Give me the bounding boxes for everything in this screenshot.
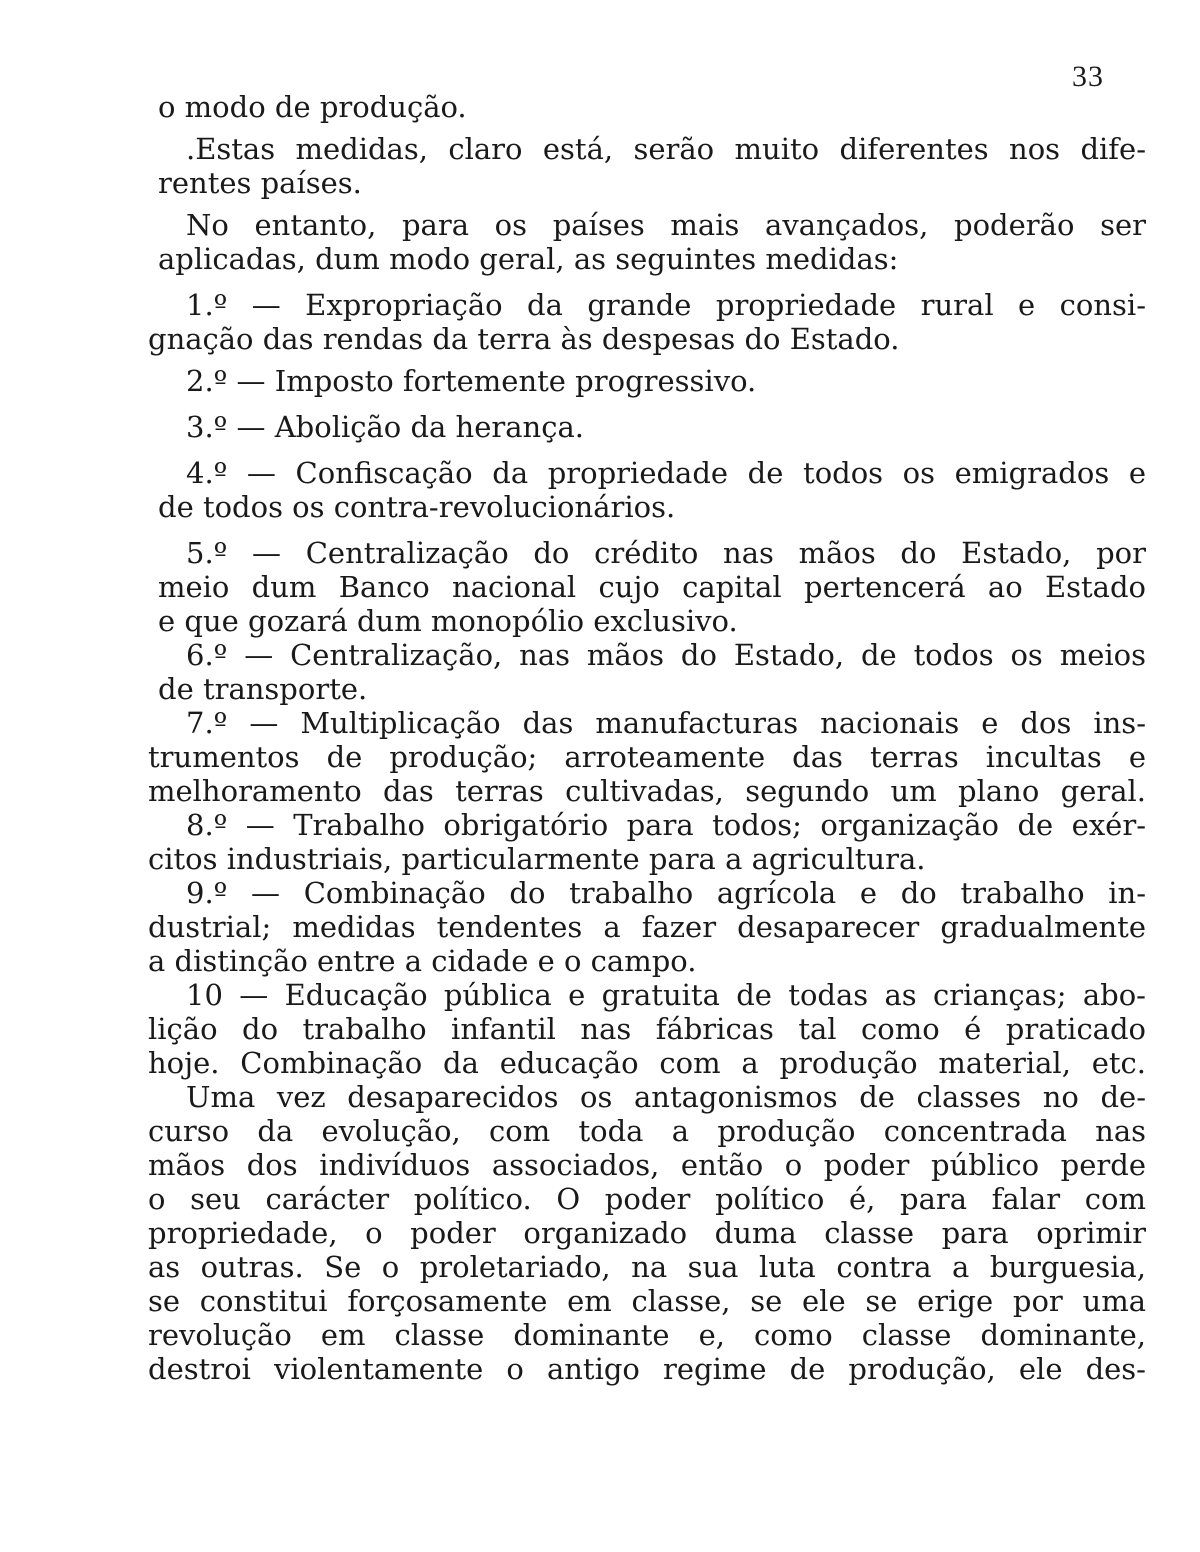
text-line: propriedade, o poder organizado duma classe para oprimir: [148, 1216, 1146, 1250]
text-line: 3.º — Abolição da herança.: [186, 410, 584, 444]
page-number: 33: [1072, 60, 1104, 93]
text-line: de todos os contra-revolucionários.: [158, 490, 676, 524]
text-line: 4.º — Confiscação da propriedade de todos os emigrados e: [186, 456, 1146, 490]
text-line: 1.º — Expropriação da grande propriedade rural e consi-: [186, 288, 1146, 322]
text-line: lição do trabalho infantil nas fábricas tal como é praticado: [148, 1012, 1146, 1046]
text-line: aplicadas, dum modo geral, as seguintes medidas:: [158, 242, 899, 276]
text-line: meio dum Banco nacional cujo capital pertencerá ao Estado: [158, 570, 1146, 604]
text-line: a distinção entre a cidade e o campo.: [148, 944, 697, 978]
text-line: 6.º — Centralização, nas mãos do Estado, de todos os meios: [186, 638, 1146, 672]
text-line: 10 — Educação pública e gratuita de todas as crianças; abo-: [186, 978, 1146, 1012]
text-line: se constitui forçosamente em classe, se ele se erige por uma: [148, 1284, 1146, 1318]
text-line: o modo de produção.: [158, 90, 467, 124]
text-line: gnação das rendas da terra às despesas do Estado.: [148, 322, 900, 356]
text-line: trumentos de produção; arroteamente das terras incultas e: [148, 740, 1146, 774]
text-line: 7.º — Multiplicação das manufacturas nacionais e dos ins-: [186, 706, 1146, 740]
text-line: de transporte.: [158, 672, 368, 706]
text-line: .Estas medidas, claro está, serão muito diferentes nos dife-: [186, 132, 1146, 166]
text-line: No entanto, para os países mais avançados, poderão ser: [186, 208, 1146, 242]
text-line: mãos dos indivíduos associados, então o poder público perde: [148, 1148, 1146, 1182]
text-line: 2.º — Imposto fortemente progressivo.: [186, 364, 757, 398]
text-line: destroi violentamente o antigo regime de produção, ele des-: [148, 1352, 1146, 1386]
text-line: rentes países.: [158, 166, 362, 200]
text-line: curso da evolução, com toda a produção concentrada nas: [148, 1114, 1146, 1148]
text-line: Uma vez desaparecidos os antagonismos de classes no de-: [186, 1080, 1146, 1114]
text-line: 9.º — Combinação do trabalho agrícola e do trabalho in-: [186, 876, 1146, 910]
text-line: 8.º — Trabalho obrigatório para todos; organização de exér-: [186, 808, 1146, 842]
body-text: [148, 90, 1146, 1386]
text-line: o seu carácter político. O poder político é, para falar com: [148, 1182, 1146, 1216]
text-line: as outras. Se o proletariado, na sua luta contra a burguesia,: [148, 1250, 1146, 1284]
text-line: e que gozará dum monopólio exclusivo.: [158, 604, 738, 638]
text-line: revolução em classe dominante e, como classe dominante,: [148, 1318, 1146, 1352]
text-line: citos industriais, particularmente para a agricultura.: [148, 842, 926, 876]
text-line: dustrial; medidas tendentes a fazer desaparecer gradualmente: [148, 910, 1146, 944]
text-line: hoje. Combinação da educação com a produção material, etc.: [148, 1046, 1146, 1080]
text-line: 5.º — Centralização do crédito nas mãos do Estado, por: [186, 536, 1146, 570]
text-line: melhoramento das terras cultivadas, segundo um plano geral.: [148, 774, 1146, 808]
